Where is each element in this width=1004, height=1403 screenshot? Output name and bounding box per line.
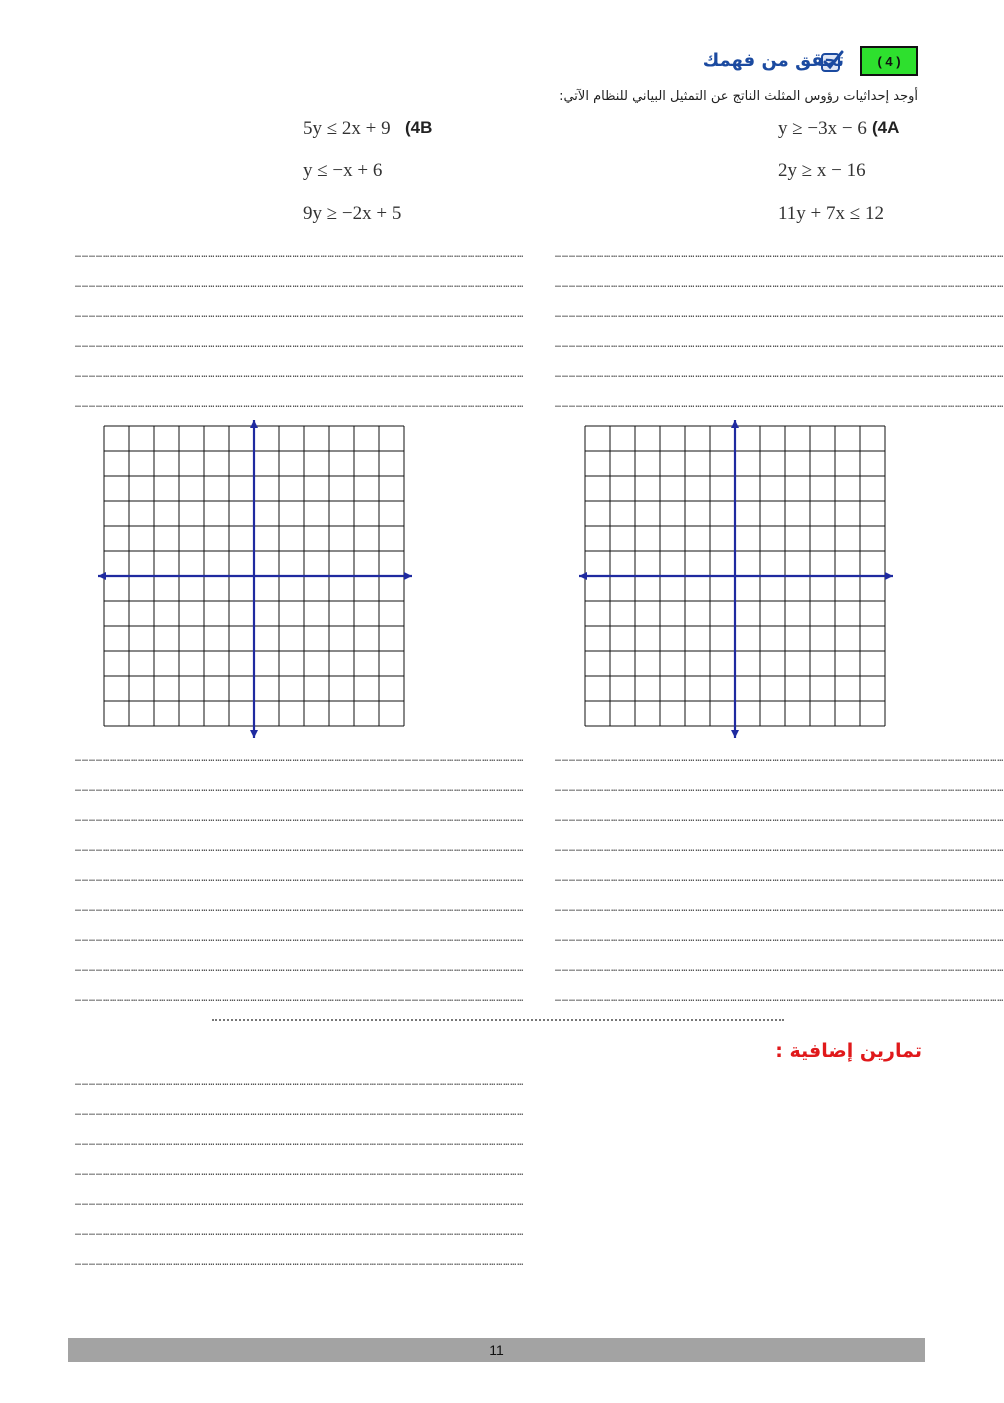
inequality-4a-2: 2y ≥ x − 16 (778, 160, 866, 181)
inequality-4b-2: y ≤ −x + 6 (303, 160, 383, 181)
answer-line: ………………………………………………………………………………………………………………………………………………………………………… (75, 813, 525, 824)
page-number: 11 (489, 1342, 504, 1358)
answer-line: ………………………………………………………………………………………………………………………………………………………………………… (75, 1077, 525, 1088)
answer-line: ………………………………………………………………………………………………………………………………………………………………………… (555, 783, 1004, 794)
answer-line: ………………………………………………………………………………………………………………………………………………………………………… (555, 249, 1004, 260)
answer-line: ………………………………………………………………………………………………………………………………………………………………………… (75, 993, 525, 1004)
arrow-right-icon (885, 572, 893, 580)
problem-number-badge: ( 4 ) (860, 46, 918, 76)
answer-line: ………………………………………………………………………………………………………………………………………………………………………… (555, 813, 1004, 824)
inequality-4a-3: 11y + 7x ≤ 12 (778, 203, 884, 224)
answer-line: ………………………………………………………………………………………………………………………………………………………………………… (75, 1197, 525, 1208)
answer-line: ………………………………………………………………………………………………………………………………………………………………………… (555, 993, 1004, 1004)
arrow-left-icon (98, 572, 106, 580)
answer-line: ………………………………………………………………………………………………………………………………………………………………………… (75, 903, 525, 914)
answer-line: ………………………………………………………………………………………………………………………………………………………………………… (75, 963, 525, 974)
section-title: تحقق من فهمك (702, 50, 844, 71)
extra-exercises-title: تمارين إضافية : (775, 1040, 922, 1062)
answer-line: ………………………………………………………………………………………………………………………………………………………………………… (75, 933, 525, 944)
inequality-4b-1: 5y ≤ 2x + 9 (303, 118, 391, 139)
inequality-4a-1: y ≥ −3x − 6 (778, 118, 867, 139)
answer-line: ………………………………………………………………………………………………………………………………………………………………………… (75, 399, 525, 410)
section-divider (212, 1019, 784, 1021)
answer-line: ………………………………………………………………………………………………………………………………………………………………………… (555, 873, 1004, 884)
answer-line: ………………………………………………………………………………………………………………………………………………………………………… (555, 369, 1004, 380)
coordinate-grid-4b (96, 420, 416, 740)
answer-line: ………………………………………………………………………………………………………………………………………………………………………… (75, 339, 525, 350)
answer-line: ………………………………………………………………………………………………………………………………………………………………………… (75, 1227, 525, 1238)
coordinate-grid-4a (577, 420, 897, 740)
answer-line: ………………………………………………………………………………………………………………………………………………………………………… (75, 1167, 525, 1178)
answer-line: ………………………………………………………………………………………………………………………………………………………………………… (555, 903, 1004, 914)
answer-line: ………………………………………………………………………………………………………………………………………………………………………… (555, 279, 1004, 290)
arrow-down-icon (731, 730, 739, 738)
problem-4b-label: (4B (405, 118, 433, 137)
answer-line: ………………………………………………………………………………………………………………………………………………………………………… (75, 279, 525, 290)
answer-line: ………………………………………………………………………………………………………………………………………………………………………… (555, 339, 1004, 350)
answer-line: ………………………………………………………………………………………………………………………………………………………………………… (75, 249, 525, 260)
arrow-left-icon (579, 572, 587, 580)
answer-line: ………………………………………………………………………………………………………………………………………………………………………… (555, 843, 1004, 854)
answer-line: ………………………………………………………………………………………………………………………………………………………………………… (75, 309, 525, 320)
answer-line: ………………………………………………………………………………………………………………………………………………………………………… (75, 783, 525, 794)
answer-line: ………………………………………………………………………………………………………………………………………………………………………… (75, 753, 525, 764)
answer-line: ………………………………………………………………………………………………………………………………………………………………………… (555, 933, 1004, 944)
answer-line: ………………………………………………………………………………………………………………………………………………………………………… (555, 309, 1004, 320)
inequality-4b-3: 9y ≥ −2x + 5 (303, 203, 402, 224)
answer-line: ………………………………………………………………………………………………………………………………………………………………………… (555, 399, 1004, 410)
answer-line: ………………………………………………………………………………………………………………………………………………………………………… (75, 1257, 525, 1268)
answer-line: ………………………………………………………………………………………………………………………………………………………………………… (75, 369, 525, 380)
answer-line: ………………………………………………………………………………………………………………………………………………………………………… (75, 1137, 525, 1148)
answer-line: ………………………………………………………………………………………………………………………………………………………………………… (75, 873, 525, 884)
answer-line: ………………………………………………………………………………………………………………………………………………………………………… (555, 963, 1004, 974)
problem-4a-label: (4A (872, 118, 900, 137)
answer-line: ………………………………………………………………………………………………………………………………………………………………………… (75, 843, 525, 854)
instruction-text: أوجد إحداثيات رؤوس المثلث الناتج عن التمثيل البياني للنظام الآتي: (559, 89, 918, 104)
answer-line: ………………………………………………………………………………………………………………………………………………………………………… (555, 753, 1004, 764)
arrow-right-icon (404, 572, 412, 580)
answer-line: ………………………………………………………………………………………………………………………………………………………………………… (75, 1107, 525, 1118)
arrow-up-icon (250, 420, 258, 428)
arrow-down-icon (250, 730, 258, 738)
arrow-up-icon (731, 420, 739, 428)
